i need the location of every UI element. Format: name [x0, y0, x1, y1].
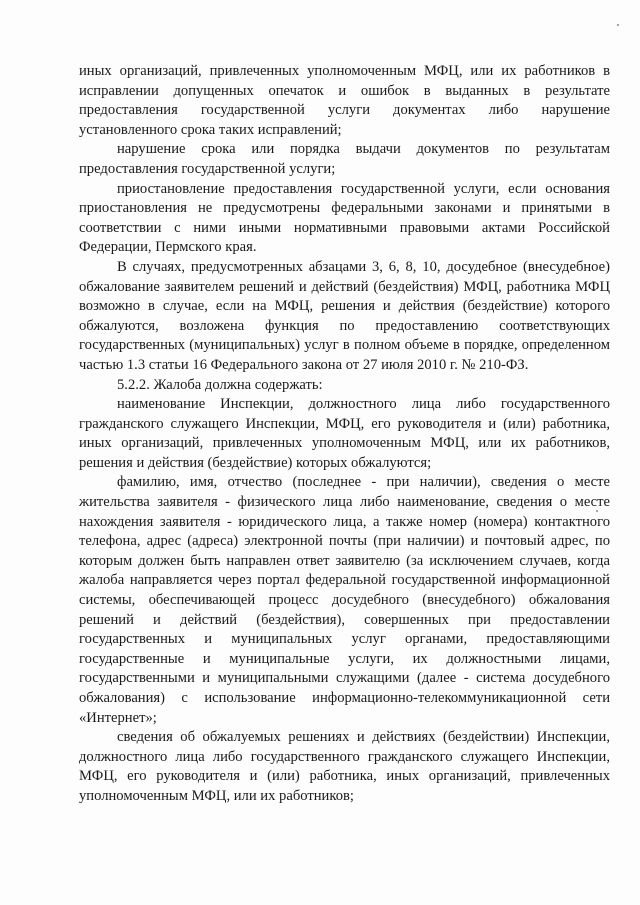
paragraph-continuation: иных организаций, привлеченных уполномоченным МФЦ, или их работников в исправлении допущенных опечаток и ошибок в выданных в результате предоставления государственной услуги документах либо нарушение установленного срока таких исправлений; [79, 63, 610, 138]
scan-speck [617, 24, 619, 26]
document-body [79, 62, 610, 807]
paragraph-mfc-cases: В случаях, предусмотренных абзацами 3, 6, 8, 10, досудебное (внесудебное) обжалование заявителем решений и действий (бездействия) МФЦ, работника МФЦ возможно в случае, если на МФЦ, решения и действия (бездействие) которого обжалуются, возложена функция по предоставлению соответствующих государственных (муниципальных) услуг в полном объеме в порядке, определенном частью 1.3 статьи 16 Федерального закона от 27 июля 2010 г. № 210-ФЗ. [79, 258, 610, 373]
paragraph-appealed-decisions: сведения об обжалуемых решениях и действиях (бездействии) Инспекции, должностного лица либо государственного гражданского служащего Инспекции, МФЦ, его руководителя и (или) работника, иных организаций, привлеченных уполномоченным МФЦ, или их работников; [79, 729, 610, 804]
paragraph-name-of-body: наименование Инспекции, должностного лица либо государственного гражданского служащего Инспекции, МФЦ, его руководителя и (или) работника, иных организаций, привлеченных уполномоченным МФЦ, или их работников, решения и действия (бездействие) которых обжалуются; [79, 396, 610, 471]
section-heading-5-2-2: 5.2.2. Жалоба должна содержать: [117, 376, 323, 393]
paragraph-applicant-details: фамилию, имя, отчество (последнее - при наличии), сведения о месте жительства заявителя - физического лица либо наименование, сведения о месте нахождения заявителя - юридического лица, а также номер (номера) контактного телефона, адрес (адреса) электронной почты (при наличии) и почтовый адрес, по которым должен быть направлен ответ заявителю (за исключением случаев, когда жалоба направляется через портал федеральной государственной информационной системы, обеспечивающей процесс досудебного (внесудебного) обжалования решений и действий (бездействия), совершенных при предоставлении государственных и муниципальных услуг органами, предоставляющими государственные и муниципальные услуги, их должностными лицами, государственными и муниципальными служащими (далее - система досудебного обжалования) с использование информационно-телекоммуникационной сети «Интернет»; [79, 474, 610, 726]
paragraph-violation-deadline: нарушение срока или порядка выдачи документов по результатам предоставления государственной услуги; [79, 141, 610, 177]
paragraph-suspension: приостановление предоставления государственной услуги, если основания приостановления не предусмотрены федеральными законами и принятыми в соответствии с ними иными нормативными правовыми актами Российской Федерации, Пермского края. [79, 180, 610, 256]
